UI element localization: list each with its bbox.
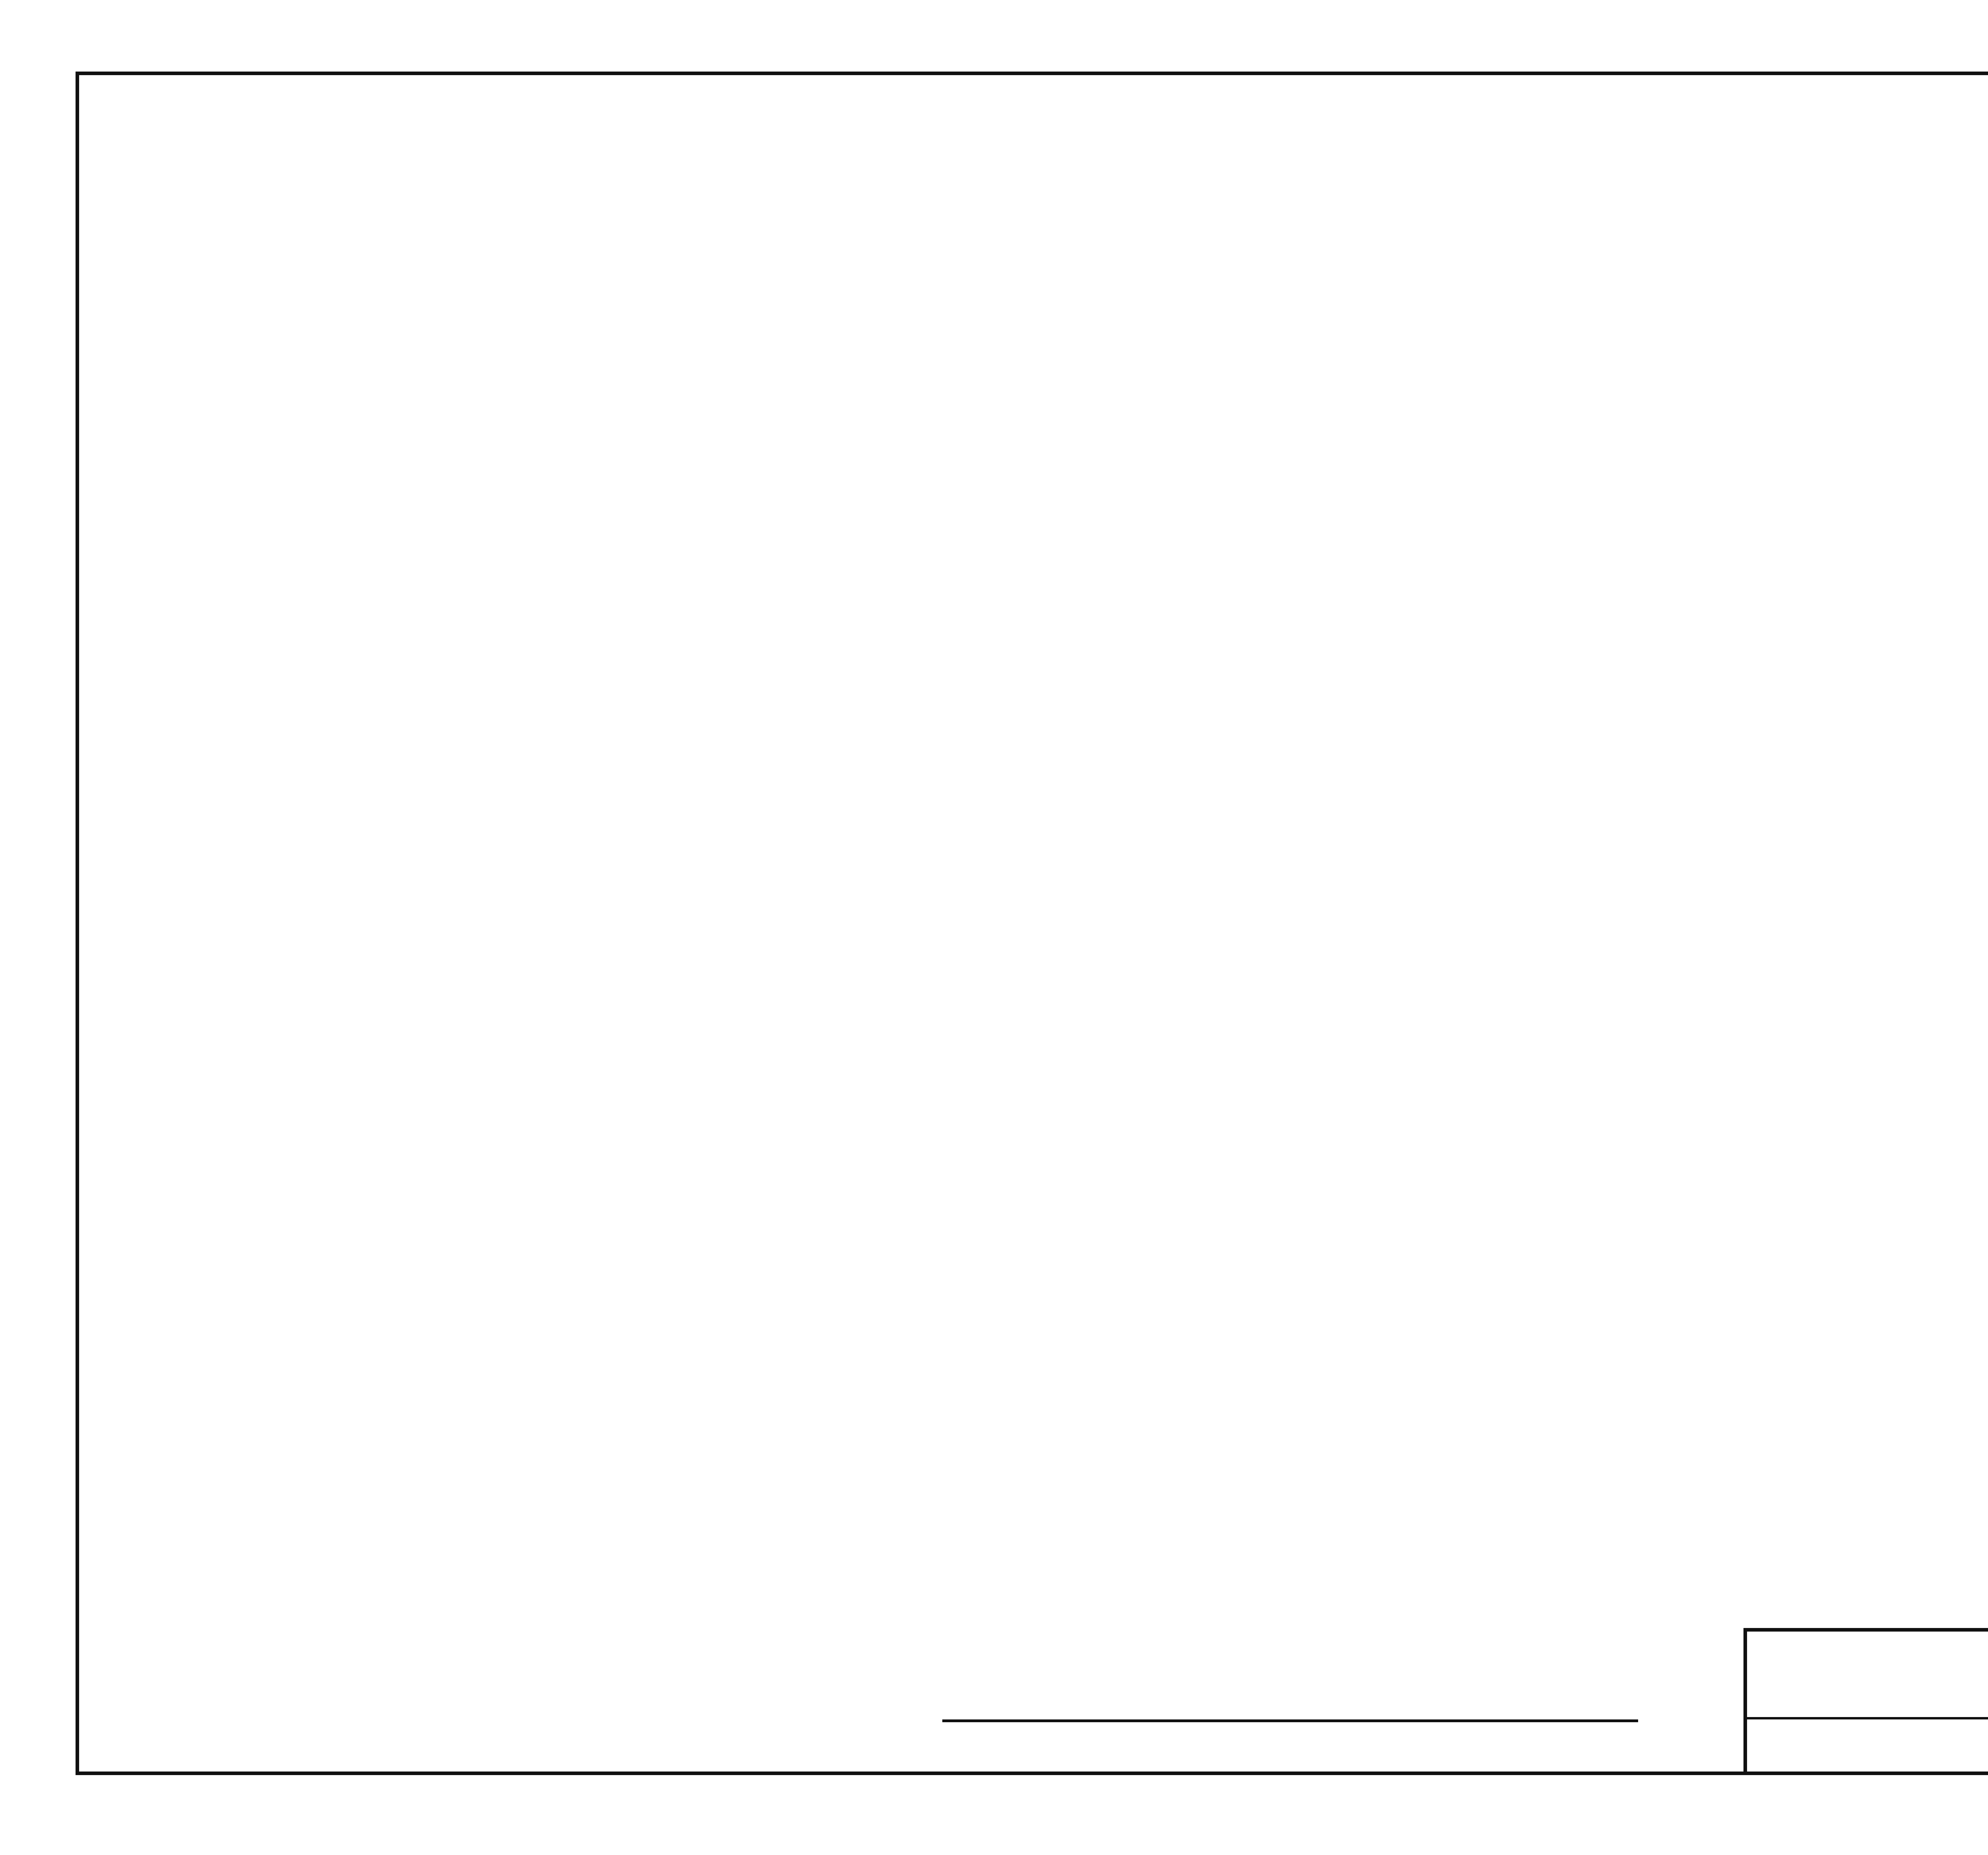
org-divider: [1747, 1717, 1988, 1719]
org-cell: [1747, 1632, 1988, 1779]
losses-underline: [942, 1719, 1638, 1722]
drawing-frame: [76, 72, 1988, 1775]
title-block: [1743, 1628, 1988, 1775]
